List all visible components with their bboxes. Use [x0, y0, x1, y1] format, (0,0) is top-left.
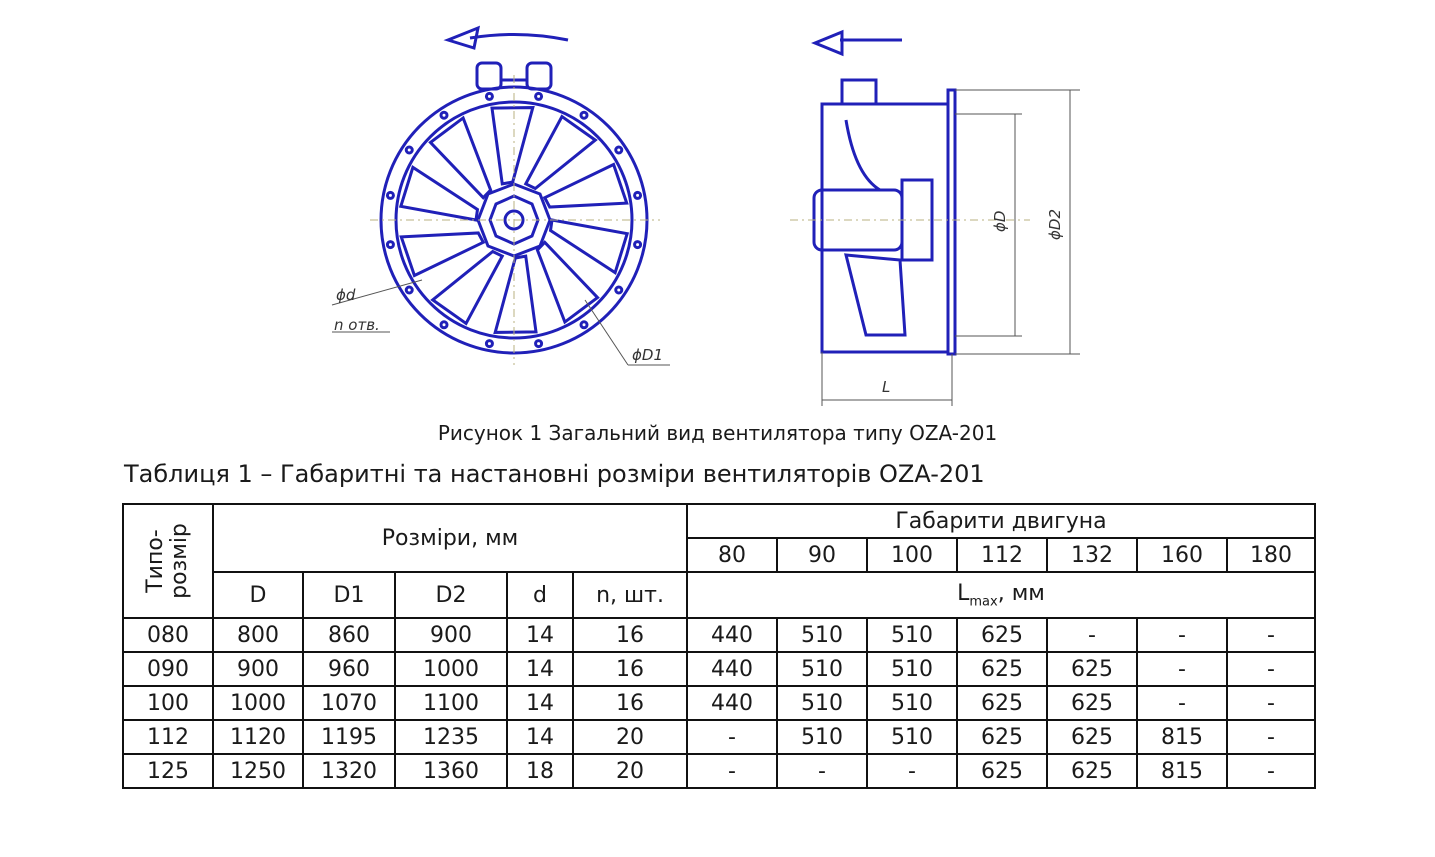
lmax-cell: 440	[687, 686, 777, 720]
dim-cell: 1195	[303, 720, 395, 754]
table-row	[123, 686, 1315, 720]
dim-cell: 1070	[303, 686, 395, 720]
dim-cell: 20	[573, 720, 687, 754]
lmax-cell: 625	[1047, 754, 1137, 788]
lmax-cell: 440	[687, 618, 777, 652]
dims-header: Розміри, мм	[213, 504, 687, 572]
dim-col: n, шт.	[573, 572, 687, 618]
lmax-cell: -	[867, 754, 957, 788]
lmax-cell: 510	[867, 720, 957, 754]
dimensions-table	[122, 503, 1316, 789]
flange-hole	[581, 112, 587, 118]
flange-hole	[616, 147, 622, 153]
type-cell: 112	[123, 720, 213, 754]
flange-hole	[581, 322, 587, 328]
lmax-cell: 510	[777, 618, 867, 652]
figure-caption: Рисунок 1 Загальний вид вентилятора типу OZA-201	[437, 421, 998, 445]
dim-columns-row	[123, 572, 1315, 618]
flange-hole	[387, 192, 393, 198]
lmax-cell: -	[1047, 618, 1137, 652]
lmax-cell: 625	[1047, 652, 1137, 686]
dim-cell: 16	[573, 686, 687, 720]
dim-cell: 20	[573, 754, 687, 788]
front-view	[332, 28, 670, 365]
type-header: Типо- розмір	[142, 523, 192, 599]
lmax-cell: -	[1227, 754, 1315, 788]
dim-cell: 900	[213, 652, 303, 686]
dim-cell: 1100	[395, 686, 507, 720]
duct-body	[822, 104, 948, 352]
lmax-cell: -	[1137, 652, 1227, 686]
lug-right	[527, 63, 551, 89]
motor-size: 90	[777, 538, 867, 572]
lmax-cell: 625	[957, 686, 1047, 720]
label-d1: ϕD1	[632, 346, 663, 364]
lmax-cell: -	[687, 754, 777, 788]
lmax-cell: -	[1227, 618, 1315, 652]
dim-cell: 1235	[395, 720, 507, 754]
label-d: ϕd	[336, 286, 356, 304]
lmax-cell: -	[1137, 618, 1227, 652]
impeller-blade	[551, 220, 628, 273]
dim-cell: 1250	[213, 754, 303, 788]
dim-cell: 1000	[395, 652, 507, 686]
flange-hole	[387, 242, 393, 248]
impeller-blade	[401, 167, 478, 220]
lmax-cell: 510	[777, 652, 867, 686]
type-cell: 100	[123, 686, 213, 720]
flange-hole	[441, 112, 447, 118]
table-row	[123, 652, 1315, 686]
lmax-cell: 815	[1137, 720, 1227, 754]
dim-col: D2	[395, 572, 507, 618]
dim-cell: 1320	[303, 754, 395, 788]
dim-cell: 960	[303, 652, 395, 686]
lmax-cell: 625	[1047, 686, 1137, 720]
motor-size: 112	[957, 538, 1047, 572]
lmax-cell: 625	[1047, 720, 1137, 754]
flange-hole	[441, 322, 447, 328]
flange-hole	[635, 242, 641, 248]
fan-drawing	[0, 0, 1435, 420]
dim-cell: 14	[507, 618, 573, 652]
flange-hole	[536, 93, 542, 99]
dim-col: d	[507, 572, 573, 618]
flow-arrow-head	[815, 32, 842, 54]
lmax-cell: 510	[867, 618, 957, 652]
side-view	[790, 32, 1080, 406]
flange-hole	[616, 287, 622, 293]
lmax-cell: -	[1227, 652, 1315, 686]
lmax-cell: -	[1227, 720, 1315, 754]
dim-cell: 16	[573, 652, 687, 686]
lmax-cell: 510	[867, 686, 957, 720]
motor-header: Габарити двигуна	[687, 504, 1315, 538]
type-header-cell	[123, 504, 213, 618]
lmax-cell: 625	[957, 618, 1047, 652]
dim-cell: 18	[507, 754, 573, 788]
flange-hole	[635, 192, 641, 198]
dim-cell: 1000	[213, 686, 303, 720]
dim-col: D	[213, 572, 303, 618]
table-row	[123, 754, 1315, 788]
flange-hole	[536, 341, 542, 347]
type-cell: 090	[123, 652, 213, 686]
label-n-holes: n отв.	[334, 316, 380, 334]
lmax-cell: 440	[687, 652, 777, 686]
outlet-flange	[948, 90, 955, 354]
lmax-cell: 510	[867, 652, 957, 686]
flange-hole	[406, 287, 412, 293]
lmax-cell: 625	[957, 754, 1047, 788]
label-D: ϕD	[991, 210, 1009, 232]
dim-cell: 14	[507, 686, 573, 720]
dim-cell: 1360	[395, 754, 507, 788]
table-row	[123, 720, 1315, 754]
cable	[846, 120, 880, 190]
lug-left	[477, 63, 501, 89]
table-title: Таблиця 1 – Габаритні та настановні розміри вентиляторів OZA-201	[124, 460, 985, 488]
lmax-cell: -	[687, 720, 777, 754]
lmax-cell: 625	[957, 720, 1047, 754]
label-D2: ϕD2	[1046, 209, 1064, 240]
table-body	[123, 618, 1315, 788]
lmax-cell: 510	[777, 720, 867, 754]
rotation-arrow	[470, 34, 568, 40]
dim-cell: 14	[507, 652, 573, 686]
flange-hole	[486, 341, 492, 347]
impeller-blade	[495, 256, 536, 332]
dim-cell: 900	[395, 618, 507, 652]
junction-box	[842, 80, 876, 104]
dim-cell: 14	[507, 720, 573, 754]
lmax-cell: 510	[777, 686, 867, 720]
motor-bracket	[846, 255, 905, 335]
label-L: L	[882, 378, 891, 396]
type-cell: 125	[123, 754, 213, 788]
lmax-cell: -	[1137, 686, 1227, 720]
lmax-cell: -	[1227, 686, 1315, 720]
type-cell: 080	[123, 618, 213, 652]
motor-size: 80	[687, 538, 777, 572]
motor-size: 180	[1227, 538, 1315, 572]
motor-size: 132	[1047, 538, 1137, 572]
dim-col: D1	[303, 572, 395, 618]
motor-size: 160	[1137, 538, 1227, 572]
flange-hole	[486, 93, 492, 99]
lmax-header: $L_{max}$, мм	[687, 572, 1315, 618]
dim-cell: 16	[573, 618, 687, 652]
lmax-cell: 625	[957, 652, 1047, 686]
table-row	[123, 618, 1315, 652]
dim-cell: 1120	[213, 720, 303, 754]
lmax-cell: -	[777, 754, 867, 788]
flange-hole	[406, 147, 412, 153]
impeller-blade	[492, 108, 533, 184]
dim-cell: 860	[303, 618, 395, 652]
motor-size: 100	[867, 538, 957, 572]
dim-cell: 800	[213, 618, 303, 652]
lmax-cell: 815	[1137, 754, 1227, 788]
